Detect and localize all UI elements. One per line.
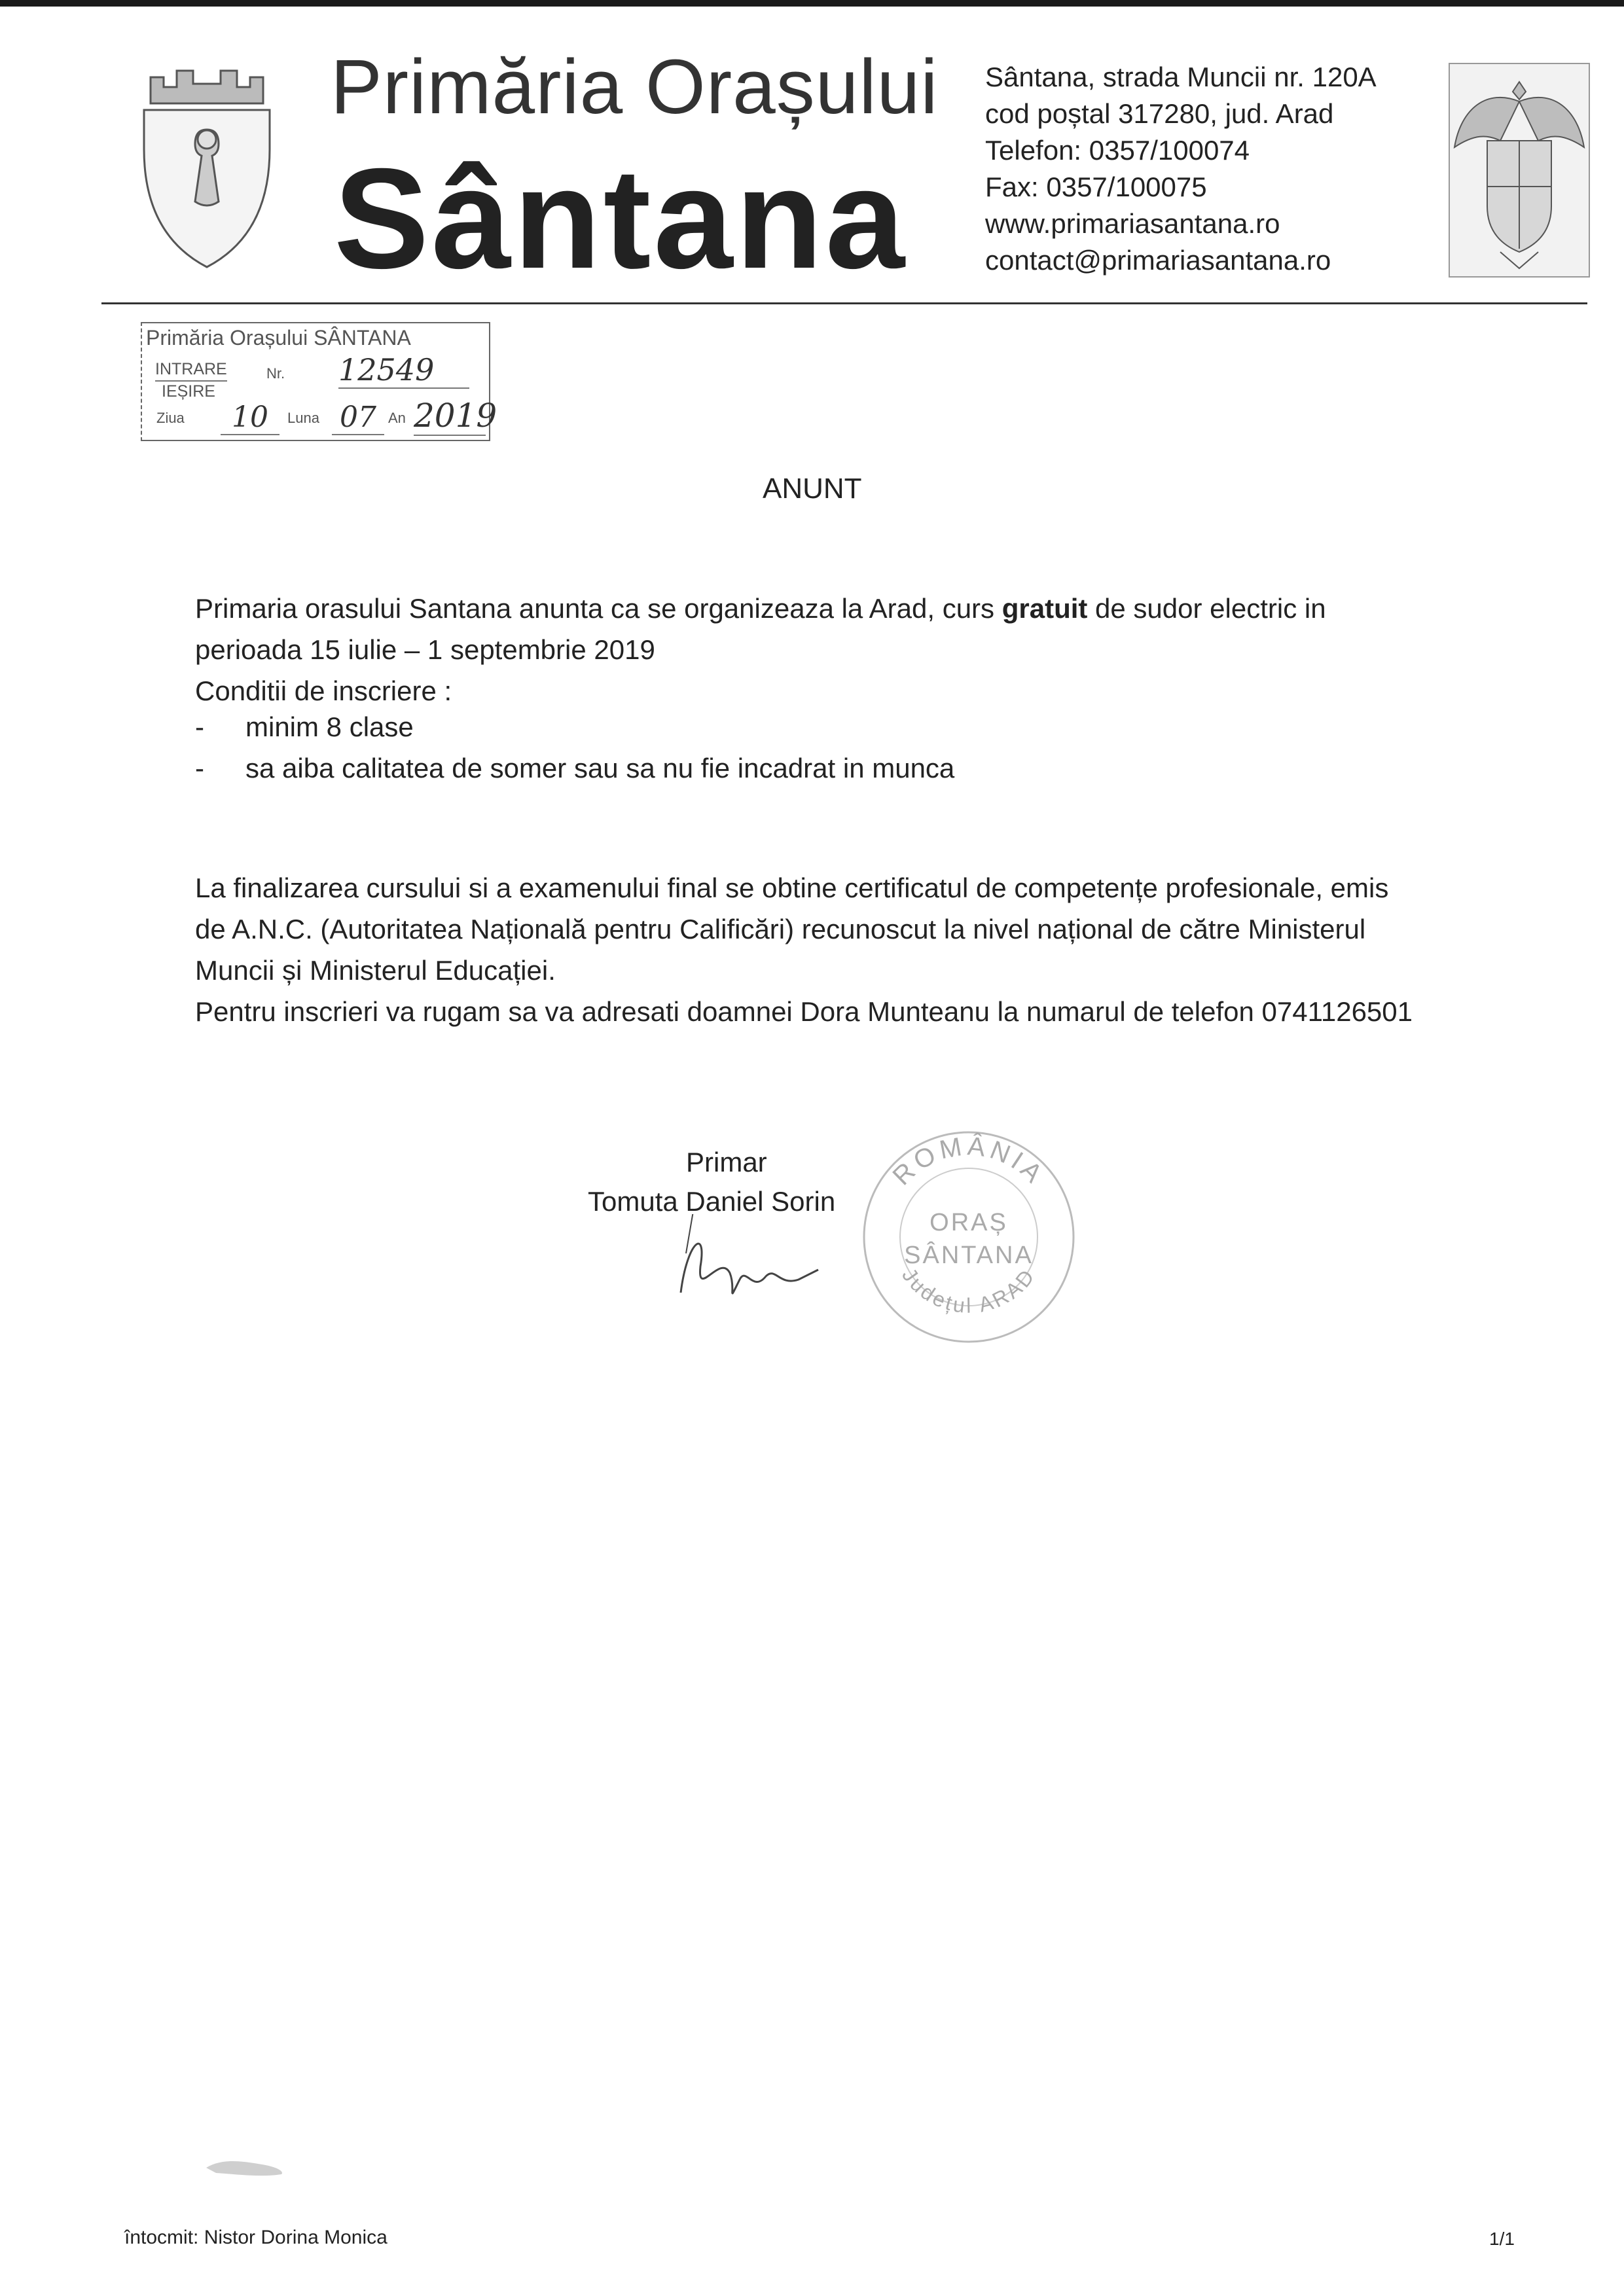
official-round-seal xyxy=(857,1126,1080,1348)
scan-smudge xyxy=(203,2155,288,2181)
contact-postal: cod poștal 317280, jud. Arad xyxy=(985,98,1334,129)
intro-text-cont: de sudor electric in xyxy=(1087,593,1326,624)
national-coat-of-arms xyxy=(1448,62,1591,278)
city-crest-logo xyxy=(131,58,283,274)
registration-luna-label: Luna xyxy=(287,410,319,426)
registration-number: 12549 xyxy=(338,352,469,389)
announcement-paragraph xyxy=(195,588,1504,711)
handwritten-signature xyxy=(668,1214,825,1312)
intro-text: Primaria orasului Santana anunta ca se organizeaza la Arad, curs xyxy=(195,593,1002,624)
registration-an-label: An xyxy=(388,410,406,426)
closing-line: Pentru inscrieri va rugam sa va adresati doamnei Dora Munteanu la numarul de telefon 0741126501 xyxy=(195,996,1413,1027)
document-heading: ANUNT xyxy=(763,473,862,505)
seal-top-text: ROMÂNIA xyxy=(887,1132,1051,1191)
registration-month: 07 xyxy=(332,401,384,435)
contact-block xyxy=(985,59,1377,279)
list-bullet: - xyxy=(195,711,204,742)
closing-line: Muncii și Ministerul Educației. xyxy=(195,955,556,986)
signatory-role: Primar xyxy=(686,1147,767,1177)
closing-paragraph xyxy=(195,867,1557,1032)
page-number: 1/1 xyxy=(1489,2229,1515,2249)
registration-stamp-title: Primăria Orașului SÂNTANA xyxy=(146,326,411,350)
registration-nr-label: Nr. xyxy=(266,365,285,382)
scan-edge xyxy=(0,0,1624,7)
prepared-by: întocmit: Nistor Dorina Monica xyxy=(124,2227,388,2248)
svg-text:Județul ARAD xyxy=(897,1263,1040,1318)
condition-item: minim 8 clase xyxy=(245,711,414,742)
closing-line: La finalizarea cursului si a examenului final se obtine certificatul de competențe profesionale, emis xyxy=(195,872,1389,903)
contact-fax: Fax: 0357/100075 xyxy=(985,171,1207,202)
contact-phone: Telefon: 0357/100074 xyxy=(985,135,1250,166)
seal-bottom-text: Județul ARAD xyxy=(897,1263,1041,1318)
list-bullet: - xyxy=(195,753,204,783)
condition-item: sa aiba calitatea de somer sau sa nu fie incadrat in munca xyxy=(245,753,955,783)
intro-period: perioada 15 iulie – 1 septembrie 2019 xyxy=(195,634,655,665)
contact-website: www.primariasantana.ro xyxy=(985,208,1280,239)
signatory-name: Tomuta Daniel Sorin xyxy=(588,1186,836,1217)
seal-center-line1: ORAȘ xyxy=(929,1209,1008,1236)
header-title-line1: Primăria Orașului xyxy=(331,44,939,130)
intro-bold-gratuit: gratuit xyxy=(1001,593,1088,624)
contact-email: contact@primariasantana.ro xyxy=(985,245,1331,276)
registration-iesire-label: IEȘIRE xyxy=(162,382,215,401)
contact-address: Sântana, strada Muncii nr. 120A xyxy=(985,62,1377,92)
registration-day: 10 xyxy=(221,401,280,435)
conditions-label: Conditii de inscriere : xyxy=(195,675,452,706)
registration-intrare-label: INTRARE xyxy=(155,360,227,382)
registration-year: 2019 xyxy=(414,397,497,435)
header-divider xyxy=(101,302,1587,304)
header-title-line2: Sântana xyxy=(334,139,908,298)
registration-stamp xyxy=(141,322,497,441)
registration-ziua-label: Ziua xyxy=(156,410,185,426)
svg-text:ROMÂNIA xyxy=(888,1131,1051,1191)
closing-line: de A.N.C. (Autoritatea Națională pentru Calificări) recunoscut la nivel național de către Ministerul xyxy=(195,914,1366,944)
seal-center-line2: SÂNTANA xyxy=(904,1242,1034,1269)
